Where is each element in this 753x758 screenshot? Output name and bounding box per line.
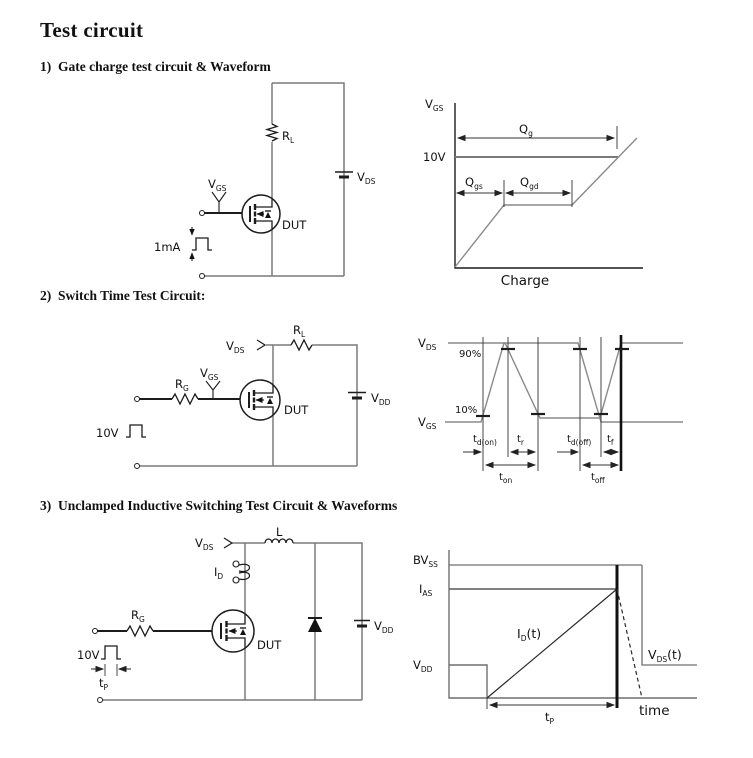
c3-tp-label: $t_P$ xyxy=(99,676,109,692)
c1-current-label: 1mA xyxy=(154,240,181,254)
section-3-heading: 3) Unclamped Inductive Switching Test Circuit & Waveforms xyxy=(40,498,398,513)
switch-time-circuit-diagram xyxy=(80,320,400,490)
c2-vdd-label: $V_{DD}$ xyxy=(371,391,391,407)
c2-pulse-symbol xyxy=(126,425,146,437)
c1-return-terminal xyxy=(200,274,205,279)
gate-charge-waveform-chart xyxy=(415,95,665,295)
c3-dut-label: DUT xyxy=(257,638,282,652)
w3-ias-label: $I_{AS}$ xyxy=(419,582,433,598)
c3-inductor xyxy=(265,525,293,543)
c1-load-resistor xyxy=(267,124,295,145)
c2-gate-input xyxy=(135,366,241,469)
w3-idt-label: $I_D(t)$ xyxy=(517,626,542,643)
w3-time-label: time xyxy=(639,703,670,719)
w1-10v-label: 10V xyxy=(423,150,446,164)
c3-vds-probe-arrow xyxy=(224,538,232,548)
c1-current-source xyxy=(154,227,212,261)
c3-l-label: L xyxy=(276,525,283,539)
w3-vdd-label: $V_{DD}$ xyxy=(413,658,433,674)
w1-yaxis-label: $V_{GS}$ xyxy=(425,97,444,113)
c3-rg-resistor xyxy=(127,626,153,636)
w1-axes xyxy=(455,103,643,268)
c2-rl-label: $R_L$ xyxy=(293,323,306,339)
switch-time-waveform-chart xyxy=(415,321,700,493)
c1-vds-label: $V_{DS}$ xyxy=(357,170,376,186)
w2-timing-arrows xyxy=(463,452,618,465)
c1-vds-battery xyxy=(335,170,376,186)
w1-qgd-label: $Q_{gd}$ xyxy=(520,175,539,191)
w2-tdoff-label: $t_{d(off)}$ xyxy=(567,434,592,447)
c3-current-probe xyxy=(214,561,250,583)
c2-pulse-source xyxy=(96,425,146,440)
w2-90pct-label: 90% xyxy=(459,349,482,360)
c2-vgs-label: $V_{GS}$ xyxy=(200,366,219,382)
c3-rg-label: $R_G$ xyxy=(131,608,145,624)
c3-pulse-label: 10V xyxy=(77,648,100,662)
section-1-heading: 1) Gate charge test circuit & Waveform xyxy=(40,59,271,74)
uis-waveform-chart xyxy=(405,538,740,743)
w2-tr-label: $t_r$ xyxy=(517,434,525,447)
c1-mosfet-symbol xyxy=(242,195,307,233)
c3-vdd-battery xyxy=(354,619,394,635)
c3-id-label: $I_D$ xyxy=(214,565,224,581)
c1-gate-input xyxy=(200,177,243,279)
w3-vdd-step xyxy=(449,665,487,698)
c2-vds-label: $V_{DS}$ xyxy=(226,339,245,355)
c2-vgs-probe xyxy=(206,381,220,399)
w3-id-ramp xyxy=(487,589,617,698)
w2-10pct-label: 10% xyxy=(455,405,478,416)
w1-qgs-label: $Q_{gs}$ xyxy=(465,175,483,191)
c3-mosfet-symbol xyxy=(212,610,282,652)
c3-gate-input xyxy=(93,608,213,703)
w3-vdst-label: $V_{DS}(t)$ xyxy=(648,647,682,664)
c2-dut-label: DUT xyxy=(284,403,309,417)
w2-measure-verticals xyxy=(483,335,621,471)
w2-tdon-label: $t_{d(on)}$ xyxy=(473,434,497,447)
uis-circuit-diagram xyxy=(75,525,415,743)
w1-qg-label: $Q_g$ xyxy=(519,122,533,138)
c2-mosfet-symbol xyxy=(240,380,309,420)
w1-xaxis-label: Charge xyxy=(500,273,550,289)
w3-tp-label: $t_P$ xyxy=(545,710,555,726)
w2-tf-label: $t_f$ xyxy=(607,434,614,447)
c1-vgs-probe xyxy=(212,192,226,213)
page-title: Test circuit xyxy=(40,18,144,42)
w3-id-decay-dashed xyxy=(617,589,642,698)
c2-vdd-battery xyxy=(348,391,391,407)
c1-vgs-label: $V_{GS}$ xyxy=(208,177,227,193)
c3-pulse-symbol xyxy=(101,646,121,659)
c2-load-resistor xyxy=(291,323,312,350)
c3-clamp-diode xyxy=(308,618,322,632)
c3-body-diode xyxy=(240,629,246,635)
c3-return-terminal xyxy=(98,698,103,703)
c2-rg-resistor xyxy=(172,394,198,404)
c2-return-terminal xyxy=(135,464,140,469)
section-2-heading: 2) Switch Time Test Circuit: xyxy=(40,288,206,303)
c3-pulse-source xyxy=(77,646,131,692)
c2-rg-label: $R_G$ xyxy=(175,377,189,393)
w3-axes xyxy=(449,550,697,698)
c2-pulse-label: 10V xyxy=(96,426,119,440)
c1-rl-label: $R_L$ xyxy=(282,129,295,145)
w2-vgs-label: $V_{GS}$ xyxy=(418,415,437,431)
c2-input-terminal xyxy=(135,397,140,402)
c1-dut-label: DUT xyxy=(282,218,307,232)
c1-pulse-symbol xyxy=(192,238,212,250)
w2-vds-label: $V_{DS}$ xyxy=(418,336,437,352)
c2-body-diode xyxy=(267,398,273,404)
c1-input-terminal xyxy=(200,211,205,216)
c3-vdd-label: $V_{DD}$ xyxy=(374,619,394,635)
gate-charge-circuit-diagram xyxy=(140,80,400,290)
c3-vds-label: $V_{DS}$ xyxy=(195,536,214,552)
c2-vds-probe-arrow xyxy=(257,340,265,350)
w2-toff-label: $t_{off}$ xyxy=(591,472,605,485)
w2-ton-label: $t_{on}$ xyxy=(499,472,513,485)
c1-rails xyxy=(204,83,344,276)
w3-bvss-label: $BV_{SS}$ xyxy=(413,553,438,569)
c3-input-terminal xyxy=(93,629,98,634)
c1-body-diode xyxy=(265,212,271,218)
